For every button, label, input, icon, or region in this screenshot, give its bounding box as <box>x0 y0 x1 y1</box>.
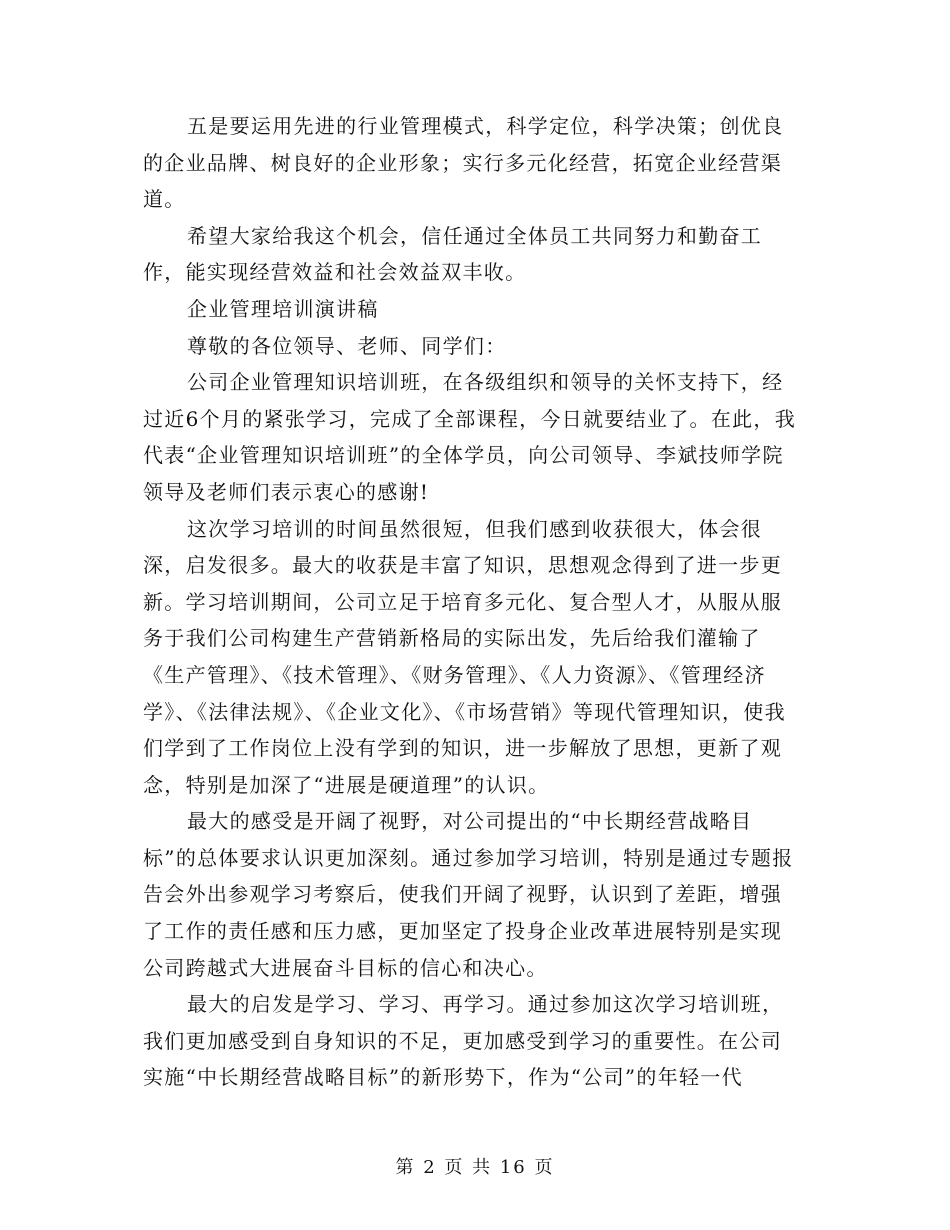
paragraph-goal-five: 五是要运用先进的行业管理模式，科学定位，科学决策；创优良的企业品牌、树良好的企业形象；实行多元化经营，拓宽企业经营渠道。 <box>143 114 784 212</box>
document-body <box>143 108 803 1096</box>
paragraph-inspiration: 最大的启发是学习、学习、再学习。通过参加这次学习培训班，我们更加感受到自身知识的不足，更加感受到学习的重要性。在公司实施“中长期经营战略目标”的新形势下，作为“公司”的年轻一代 <box>143 992 784 1090</box>
paragraph-harvest: 这次学习培训的时间虽然很短，但我们感到收获很大，体会很深，启发很多。最大的收获是丰富了知识，思想观念得到了进一步更新。学习培训期间，公司立足于培育多元化、复合型人才，从服从服务于我们公司构建生产营销新格局的实际出发，先后给我们灌输了《生产管理》、《技术管理》、《财务管理》、《人力资源》、《管理经济学》、《法律法规》、《企业文化》、《市场营销》等现代管理知识，使我们学到了工作岗位上没有学到的知识，进一步解放了思想，更新了观念，特别是加深了“进展是硬道理”的认识。 <box>143 516 786 797</box>
salutation: 尊敬的各位领导、老师、同学们： <box>187 333 507 358</box>
section-title: 企业管理培训演讲稿 <box>187 296 379 321</box>
paragraph-feeling: 最大的感受是开阔了视野，对公司提出的“中长期经营战略目标”的总体要求认识更加深刻。通过参加学习培训，特别是通过专题报告会外出参观学习考察后，使我们开阔了视野，认识到了差距，增强了工作的责任感和压力感，更加坚定了投身企业改革进展特别是实现公司跨越式大进展奋斗目标的信心和决心。 <box>143 809 794 980</box>
page-number-label: 第 2 页 共 16 页 <box>395 1157 555 1178</box>
paragraph-hope: 希望大家给我这个机会，信任通过全体员工共同努力和勤奋工作，能实现经营效益和社会效益双丰收。 <box>143 223 763 285</box>
page-footer <box>0 1153 950 1179</box>
paragraph-opening: 公司企业管理知识培训班，在各级组织和领导的关怀支持下，经过近6个月的紧张学习，完成了全部课程，今日就要结业了。在此，我代表“企业管理知识培训班”的全体学员，向公司领导、李斌技师学院领导及老师们表示衷心的感谢! <box>143 370 797 504</box>
